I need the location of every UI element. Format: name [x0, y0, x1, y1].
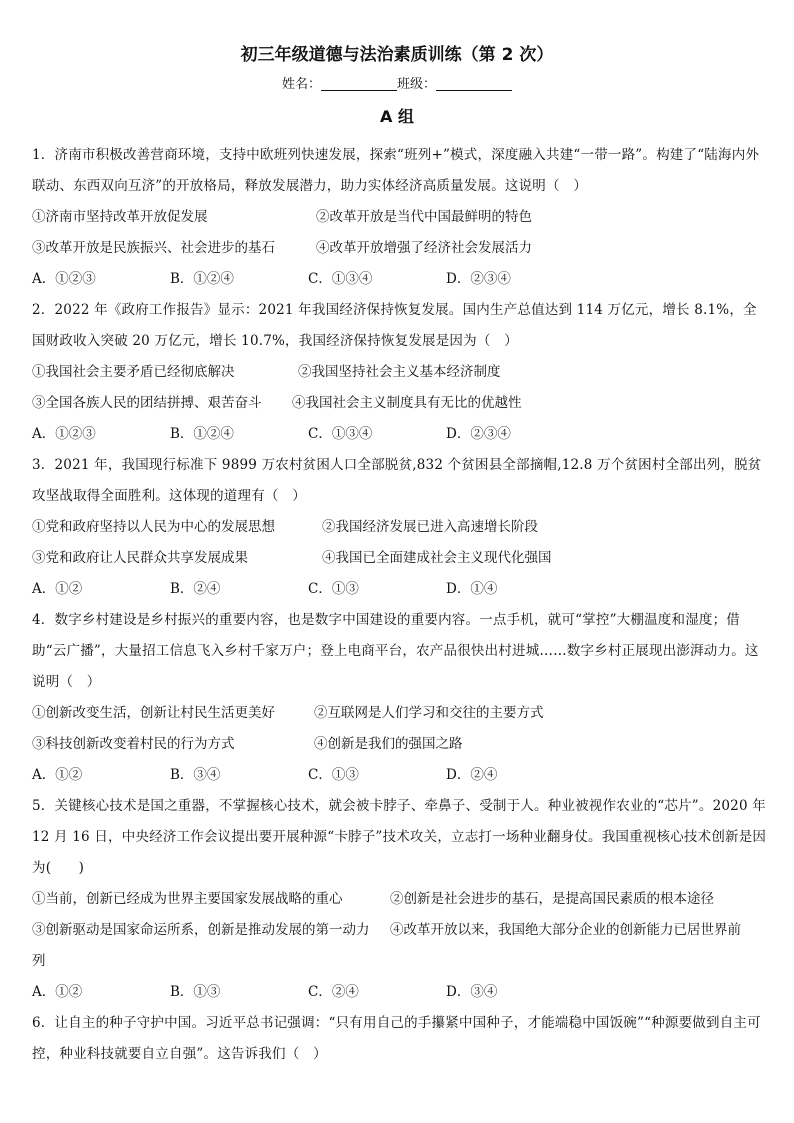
- statement: ①济南市坚持改革开放促发展: [32, 209, 208, 225]
- group-heading: A 组: [380, 107, 414, 126]
- page-title: 初三年级道德与法治素质训练（第 2 次）: [240, 45, 554, 65]
- statement: ①当前，创新已经成为世界主要国家发展战略的重心: [32, 891, 343, 907]
- statement-continuation: 列: [32, 953, 46, 969]
- name-label: 姓名：: [281, 77, 321, 92]
- choice-a[interactable]: A．①②: [32, 581, 83, 597]
- statement: ①党和政府坚持以人民为中心的发展思想: [32, 519, 275, 535]
- choice-c[interactable]: C．②④: [308, 984, 359, 1000]
- statement-row: [32, 202, 768, 233]
- question-2: [32, 295, 768, 450]
- choice-row: [32, 419, 768, 450]
- statement: ③创新驱动是国家命运所系，创新是推动发展的第一动力: [32, 922, 370, 938]
- statement: ①创新改变生活，创新让村民生活更美好: [32, 705, 275, 721]
- choice-a[interactable]: A．①②: [32, 984, 83, 1000]
- choice-a[interactable]: A．①②: [32, 767, 83, 783]
- statement-row: [32, 233, 768, 264]
- name-blank[interactable]: [321, 76, 397, 91]
- question-stem: 2．2022 年《政府工作报告》显示：2021 年我国经济保持恢复发展。国内生产总值达到 114 万亿元，增长 8.1%，全国财政收入突破 20 万亿元，增长 10.7%，我国经济保持恢复发展是因为（ ）: [32, 302, 757, 349]
- choice-c[interactable]: C．①③④: [308, 271, 373, 287]
- statement: ③全国各族人民的团结拼搏、艰苦奋斗: [32, 395, 262, 411]
- choice-row: [32, 760, 768, 791]
- student-info: [0, 73, 794, 92]
- choice-d[interactable]: D．③④: [446, 984, 498, 1000]
- statement-row: [32, 729, 768, 760]
- statement: ④改革开放以来，我国绝大部分企业的创新能力已居世界前: [390, 922, 741, 938]
- question-stem: 6．让自主的种子守护中国。习近平总书记强调：“只有用自己的手攥紧中国种子，才能端稳中国饭碗”“种源要做到自主可控，种业科技就要自立自强”。这告诉我们（ ）: [32, 1015, 761, 1062]
- statement: ②创新是社会进步的基石，是提高国民素质的根本途径: [390, 891, 714, 907]
- choice-b[interactable]: B．①③: [170, 984, 221, 1000]
- choice-b[interactable]: B．③④: [170, 767, 221, 783]
- statement-row: [32, 357, 768, 388]
- choice-d[interactable]: D．②④: [446, 767, 498, 783]
- statement: ③党和政府让人民群众共享发展成果: [32, 550, 248, 566]
- choice-c[interactable]: C．①③④: [308, 426, 373, 442]
- statement: ①我国社会主要矛盾已经彻底解决: [32, 364, 235, 380]
- statement: ②我国经济发展已进入高速增长阶段: [322, 519, 538, 535]
- statement: ③改革开放是民族振兴、社会进步的基石: [32, 240, 275, 256]
- statement-row: [32, 884, 768, 915]
- choice-row: [32, 977, 768, 1008]
- question-5: [32, 791, 768, 1008]
- question-3: [32, 450, 768, 605]
- choice-d[interactable]: D．②③④: [446, 271, 511, 287]
- statement: ④我国已全面建成社会主义现代化强国: [322, 550, 552, 566]
- statement-wrap: [32, 946, 768, 977]
- question-6: [32, 1008, 768, 1070]
- statement: ④改革开放增强了经济社会发展活力: [316, 240, 532, 256]
- choice-b[interactable]: B．①②④: [170, 426, 234, 442]
- question-stem: 4．数字乡村建设是乡村振兴的重要内容，也是数字中国建设的重要内容。一点手机，就可“掌控”大棚温度和湿度；借助“云广播”，大量招工信息飞入乡村千家万户；登上电商平台，农产品很快出村进城……数字乡村正展现出澎湃动力。这说明（ ）: [32, 612, 759, 690]
- class-label: 班级：: [397, 77, 437, 92]
- statement: ④我国社会主义制度具有无比的优越性: [292, 395, 522, 411]
- choice-b[interactable]: B．①②④: [170, 271, 234, 287]
- question-stem: 3．2021 年，我国现行标准下 9899 万农村贫困人口全部脱贫,832 个贫困县全部摘帽,12.8 万个贫困村全部出列，脱贫攻坚战取得全面胜利。这体现的道理有（ ）: [32, 457, 762, 504]
- statement-row: [32, 698, 768, 729]
- choice-a[interactable]: A．①②③: [32, 271, 96, 287]
- choice-c[interactable]: C．①③: [308, 767, 359, 783]
- statement: ③科技创新改变着村民的行为方式: [32, 736, 235, 752]
- choice-b[interactable]: B．②④: [170, 581, 221, 597]
- statement: ②我国坚持社会主义基本经济制度: [298, 364, 501, 380]
- choice-row: [32, 574, 768, 605]
- question-list: [32, 140, 768, 1070]
- question-stem: 1．济南市积极改善营商环境，支持中欧班列快速发展，探索“班列+”模式，深度融入共建“一带一路”。构建了“陆海内外联动、东西双向互济”的开放格局，释放发展潜力，助力实体经济高质量发展。这说明（ ）: [32, 147, 760, 194]
- statement: ②互联网是人们学习和交往的主要方式: [314, 705, 544, 721]
- statement-row: [32, 915, 768, 946]
- question-4: [32, 605, 768, 791]
- statement-row: [32, 388, 768, 419]
- question-stem: 5．关键核心技术是国之重器，不掌握核心技术，就会被卡脖子、牵鼻子、受制于人。种业被视作农业的“芯片”。2020 年 12 月 16 日，中央经济工作会议提出要开展种源“卡脖子”技术攻关，立志打一场种业翻身仗。我国重视核心技术创新是因为( ): [32, 798, 767, 876]
- choice-d[interactable]: D．①④: [446, 581, 498, 597]
- class-blank[interactable]: [436, 76, 512, 91]
- statement-row: [32, 512, 768, 543]
- statement: ④创新是我们的强国之路: [314, 736, 463, 752]
- question-1: [32, 140, 768, 295]
- choice-c[interactable]: C．①③: [308, 581, 359, 597]
- choice-a[interactable]: A．①②③: [32, 426, 96, 442]
- choice-row: [32, 264, 768, 295]
- statement-row: [32, 543, 768, 574]
- statement: ②改革开放是当代中国最鲜明的特色: [316, 209, 532, 225]
- choice-d[interactable]: D．②③④: [446, 426, 511, 442]
